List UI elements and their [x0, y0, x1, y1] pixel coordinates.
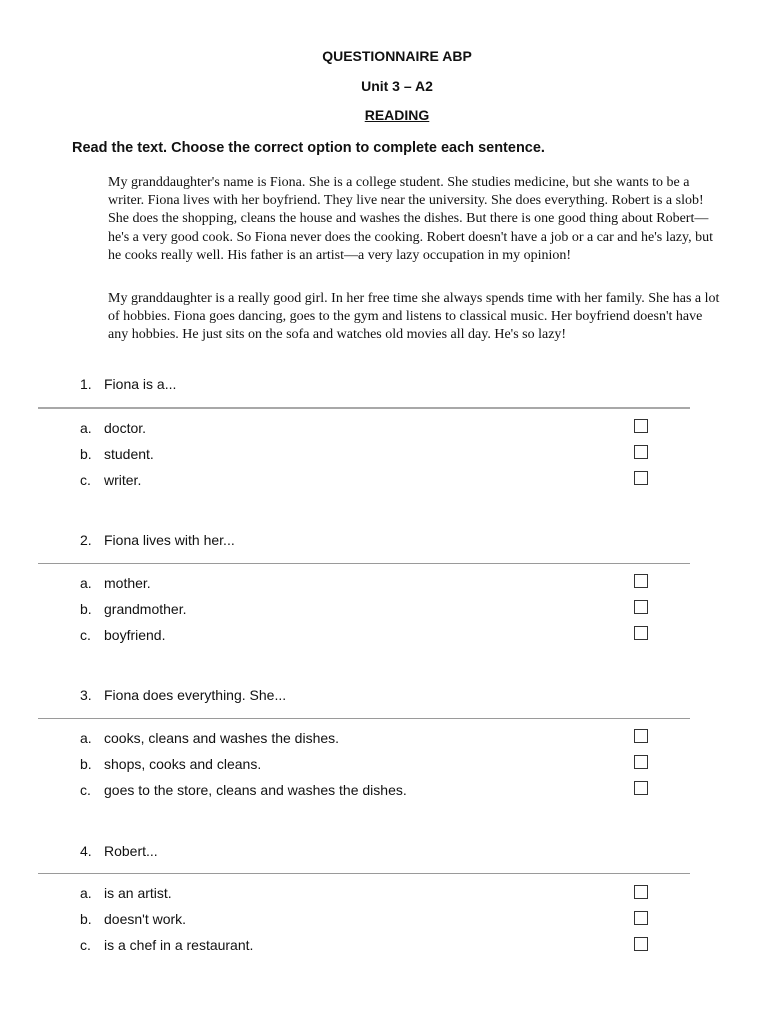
option-row [80, 446, 680, 466]
answer-checkbox[interactable] [634, 600, 648, 614]
option-text: goes to the store, cleans and washes the dishes. [104, 782, 407, 798]
divider [38, 718, 690, 719]
option-text: boyfriend. [104, 627, 166, 643]
option-letter: c. [80, 937, 91, 953]
question-text: Fiona does everything. She... [104, 687, 287, 703]
option-text: cooks, cleans and washes the dishes. [104, 730, 340, 746]
question-text: Fiona lives with her... [104, 532, 235, 548]
option-letter: c. [80, 472, 91, 488]
divider [38, 563, 690, 564]
question-text: Robert... [104, 843, 158, 859]
option-row [80, 756, 680, 776]
answer-checkbox[interactable] [634, 781, 648, 795]
passage-paragraph: My granddaughter's name is Fiona. She is a college student. She studies medicine, but she wants to be a writer. Fiona lives with her boyfriend. They live near the university. She does everything. Robert is a slob! She does the shopping, cleans the house and washes the dishes. But there is one good thing about Robert—he's a very good cook. So Fiona never does the cooking. Robert doesn't have a job or a car and he's lazy, but he cooks really well. His father is an artist—a very lazy occupation in my opinion! [108, 175, 713, 263]
option-text: grandmother. [104, 601, 187, 617]
option-letter: b. [80, 756, 92, 772]
question-prompt [80, 532, 235, 548]
instruction-text: Read the text. Choose the correct option to complete each sentence. [72, 140, 545, 156]
question-text: Fiona is a... [104, 376, 177, 392]
answer-checkbox[interactable] [634, 419, 648, 433]
passage-paragraph: My granddaughter is a really good girl. In her free time she always spends time with her family. She has a lot of hobbies. Fiona goes dancing, goes to the gym and listens to classical music. Her boyfriend doesn't have any hobbies. He just sits on the sofa and watches old movies all day. He's so lazy! [108, 291, 720, 343]
option-letter: b. [80, 911, 92, 927]
option-row [80, 730, 680, 750]
option-text: student. [104, 446, 154, 462]
option-letter: a. [80, 730, 92, 746]
option-row [80, 911, 680, 931]
option-text: doctor. [104, 420, 147, 436]
question-prompt [80, 376, 176, 392]
option-text: mother. [104, 575, 151, 591]
option-text: writer. [104, 472, 142, 488]
option-text: is a chef in a restaurant. [104, 937, 254, 953]
option-text: shops, cooks and cleans. [104, 756, 262, 772]
option-row [80, 472, 680, 492]
question-number: 3. [80, 687, 92, 703]
option-row [80, 885, 680, 905]
option-text: doesn't work. [104, 911, 187, 927]
option-row [80, 627, 680, 647]
option-letter: c. [80, 782, 91, 798]
document-title: QUESTIONNAIRE ABP [322, 48, 472, 64]
option-letter: a. [80, 575, 92, 591]
unit-label: Unit 3 – A2 [361, 78, 433, 94]
answer-checkbox[interactable] [634, 937, 648, 951]
option-row [80, 420, 680, 440]
option-letter: b. [80, 601, 92, 617]
answer-checkbox[interactable] [634, 755, 648, 769]
option-row [80, 782, 680, 802]
answer-checkbox[interactable] [634, 729, 648, 743]
divider [38, 407, 690, 409]
answer-checkbox[interactable] [634, 471, 648, 485]
answer-checkbox[interactable] [634, 445, 648, 459]
option-row [80, 575, 680, 595]
question-prompt [80, 687, 286, 703]
section-heading: READING [364, 107, 430, 123]
question-number: 1. [80, 376, 92, 392]
question-number: 2. [80, 532, 92, 548]
option-text: is an artist. [104, 885, 172, 901]
option-letter: c. [80, 627, 91, 643]
divider [38, 873, 690, 874]
answer-checkbox[interactable] [634, 574, 648, 588]
option-row [80, 937, 680, 957]
answer-checkbox[interactable] [634, 911, 648, 925]
answer-checkbox[interactable] [634, 885, 648, 899]
question-number: 4. [80, 843, 92, 859]
answer-checkbox[interactable] [634, 626, 648, 640]
option-letter: a. [80, 885, 92, 901]
question-prompt [80, 843, 158, 859]
option-letter: a. [80, 420, 92, 436]
option-letter: b. [80, 446, 92, 462]
option-row [80, 601, 680, 621]
